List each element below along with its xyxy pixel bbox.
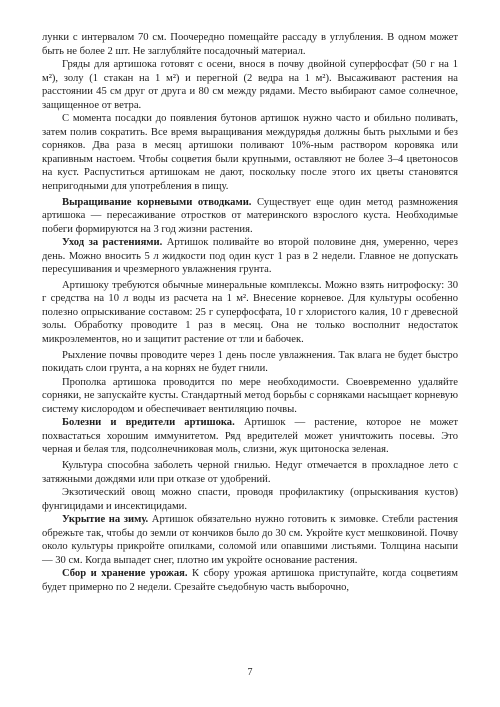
page-number: 7 [247, 667, 253, 678]
paragraph-text: Рыхление почвы проводите через 1 день после увлажнения. Так влага не будет быстро покидать слои грунта, а на корнях не будет гнили. [42, 349, 458, 375]
paragraph-13 [42, 567, 458, 594]
paragraph-12 [42, 513, 458, 567]
paragraph-text: Гряды для артишока готовят с осени, внося в почву двойной суперфосфат (50 г на 1 м²), золу (1 стакан на 1 м²) и перегной (2 ведра на 1 м²). Высаживают растения на расстоянии 45 см друг от друга и 80 см между рядами. Место выбирают самое солнечное, защищенное от ветра. [42, 59, 458, 111]
paragraph-9 [42, 416, 458, 457]
document-body [42, 31, 458, 594]
paragraph-4 [42, 196, 458, 237]
paragraph-3 [42, 112, 458, 193]
section-heading: Болезни и вредители артишока. [62, 417, 235, 429]
paragraph-text: Артишоку требуются обычные минеральные комплексы. Можно взять нитрофоску: 30 г средства на 10 л воды из расчета на 1 м². Внесение корневое. Для культуры особенно полезно опрыскивание составом: 25 г суперфосфата, 10 г хлористого калия, 10 г древесной золы. Обработку проводите 1 раз в месяц. Она не только восполнит недостаток микроэлементов, но и защитит растение от тли и бабочек. [42, 279, 458, 346]
section-heading: Укрытие на зиму. [62, 514, 149, 526]
paragraph-5 [42, 236, 458, 277]
paragraph-8 [42, 376, 458, 417]
section-heading: Сбор и хранение урожая. [62, 568, 188, 580]
paragraph-7 [42, 349, 458, 376]
paragraph-10 [42, 459, 458, 486]
section-heading: Выращивание корневыми отводками. [62, 196, 252, 208]
paragraph-text: Артишок — растение, которое не может похвастаться хорошим иммунитетом. Ряд вредителей может уничтожить посевы. Это черная и белая тля, подсолнечниковая моль, слизни, жук щитоноска зеленая. [42, 417, 458, 456]
paragraph-11 [42, 486, 458, 513]
paragraph-text: Прополка артишока проводится по мере необходимости. Своевременно удаляйте сорняки, не запускайте кусты. Стандартный метод борьбы с сорняками насыщает корневую систему кислородом и обеспечивает вентиляцию почвы. [42, 376, 458, 415]
paragraph-text: С момента посадки до появления бутонов артишок нужно часто и обильно поливать, затем полив сократить. Все время выращивания междурядья должны быть рыхлыми и без сорняков. Два раза в месяц артишоки поливают 10%-ным раствором коровяка или крапивным настоем. Чтобы соцветия были крупными, оставляют не более 3–4 цветоносов на куст. Распуститься артишокам не дают, поскольку после этого их цветы становятся непригодными для употребления в пищу. [42, 113, 458, 193]
paragraph-text: Культура способна заболеть черной гнилью. Недуг отмечается в прохладное лето с затяжными дождями или при отказе от удобрений. [42, 459, 458, 485]
paragraph-6 [42, 279, 458, 347]
paragraph-text: Существует еще один метод размножения артишока — пересаживание отростков от материнского взрослого куста. Необходимые побеги формируются на 3 год жизни растения. [42, 196, 458, 235]
section-heading: Уход за растениями. [62, 237, 163, 249]
paragraph-text: лунки с интервалом 70 см. Поочередно помещайте рассаду в углубления. В одном может быть не более 2 шт. Не заглубляйте посадочный материал. [42, 32, 458, 57]
paragraph-text: Экзотический овощ можно спасти, проводя профилактику (опрыскивания кустов) фунгицидами и инсектицидами. [42, 487, 458, 512]
paragraph-2 [42, 58, 458, 112]
paragraph-text: К сбору урожая артишока приступайте, когда соцветиям будет примерно по 2 недели. Срезайте съедобную часть выборочно, [42, 568, 458, 593]
paragraph-text: Артишок поливайте во второй половине дня, умеренно, через день. Можно вносить 5 л жидкости под один куст 1 раз в 2 недели. Главное не допускать пересушивания и чрезмерного увлажнения грунта. [42, 237, 458, 276]
paragraph-1 [42, 31, 458, 58]
paragraph-text: Артишок обязательно нужно готовить к зимовке. Стебли растения обрежьте так, чтобы до земли от кончиков было до 30 см. Укройте куст мешковиной. Почву около культуры прикройте опилками, соломой или опавшими листьями. Толщина насыпи — 30 см. Когда выпадет снег, плотно им укройте основание растения. [42, 514, 459, 566]
